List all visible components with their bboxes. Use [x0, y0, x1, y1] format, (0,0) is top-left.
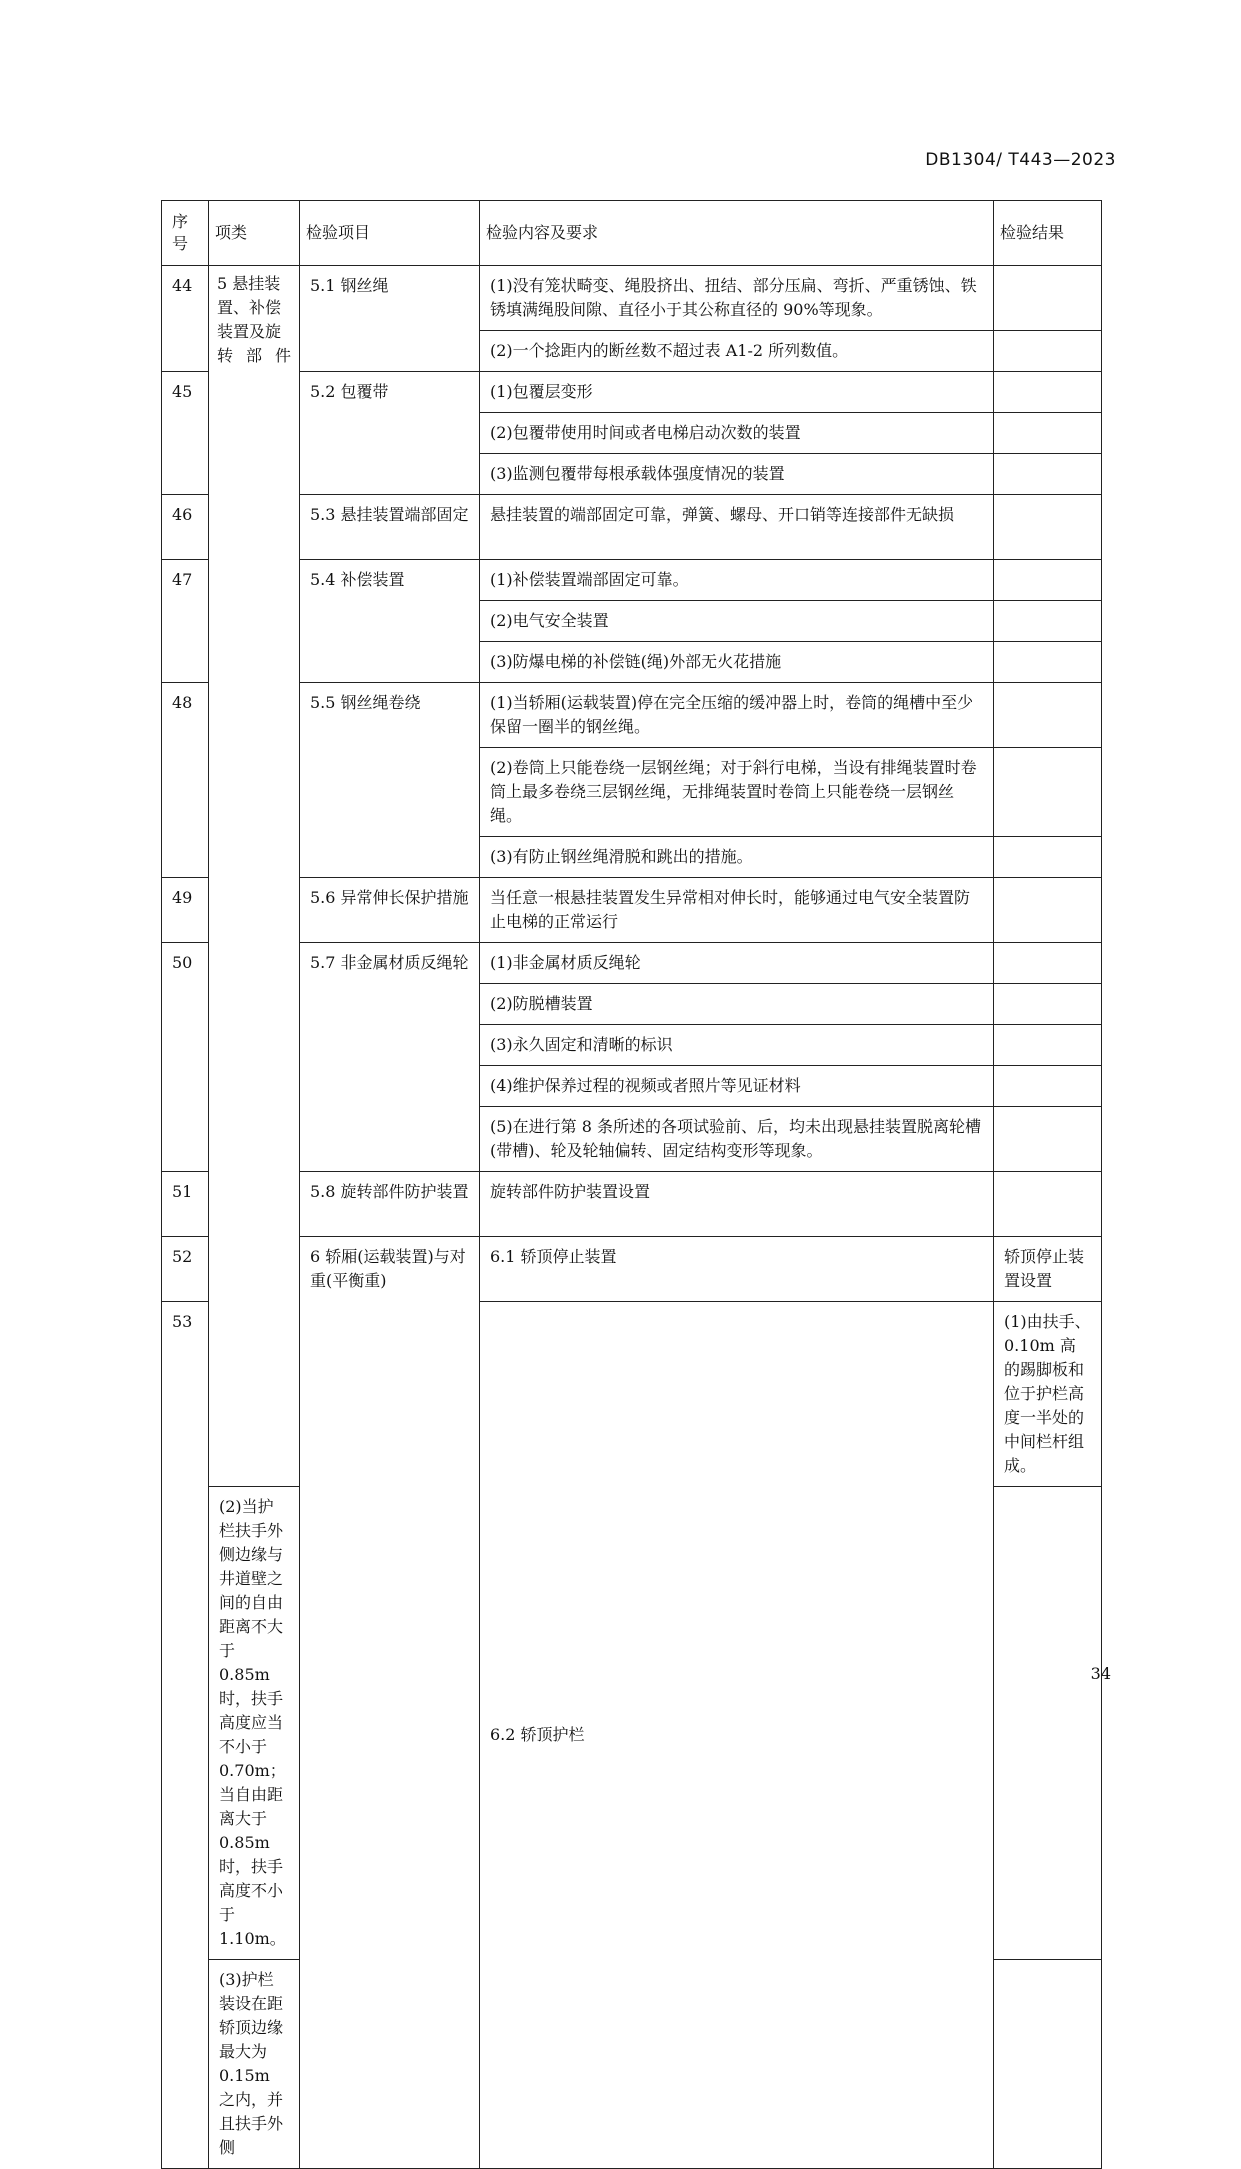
result-cell[interactable]	[994, 413, 1102, 454]
requirement-cell: (3)监测包覆带每根承载体强度情况的装置	[480, 454, 994, 495]
column-header-item: 检验项目	[300, 201, 480, 266]
result-cell[interactable]	[994, 331, 1102, 372]
result-cell[interactable]	[994, 748, 1102, 837]
document-code: DB1304/ T443—2023	[925, 150, 1116, 170]
result-cell[interactable]	[994, 1066, 1102, 1107]
row-seq: 45	[162, 372, 209, 495]
item-cell: 5.4 补偿装置	[300, 560, 480, 683]
requirement-cell: (3)护栏装设在距轿顶边缘最大为 0.15m 之内，并且扶手外侧	[209, 1960, 300, 2169]
table-row	[162, 560, 1102, 601]
row-seq: 49	[162, 878, 209, 943]
result-cell[interactable]	[994, 560, 1102, 601]
row-seq: 44	[162, 266, 209, 372]
column-header-seq: 序号	[162, 201, 209, 266]
requirement-cell: (3)有防止钢丝绳滑脱和跳出的措施。	[480, 837, 994, 878]
column-header-category: 项类	[209, 201, 300, 266]
result-cell[interactable]	[994, 495, 1102, 560]
item-cell: 5.3 悬挂装置端部固定	[300, 495, 480, 560]
item-cell: 6.1 轿顶停止装置	[480, 1237, 994, 1302]
requirement-cell: 悬挂装置的端部固定可靠，弹簧、螺母、开口销等连接部件无缺损	[480, 495, 994, 560]
requirement-cell: (3)永久固定和清晰的标识	[480, 1025, 994, 1066]
result-cell[interactable]	[994, 943, 1102, 984]
table-row	[162, 683, 1102, 748]
item-cell: 5.5 钢丝绳卷绕	[300, 683, 480, 878]
item-cell: 5.1 钢丝绳	[300, 266, 480, 372]
row-seq: 47	[162, 560, 209, 683]
table-row	[162, 266, 1102, 331]
requirement-cell: (1)由扶手、0.10m 高的踢脚板和位于护栏高度一半处的中间栏杆组成。	[994, 1302, 1102, 1487]
item-cell: 6.2 轿顶护栏	[480, 1302, 994, 2169]
result-cell[interactable]	[994, 1025, 1102, 1066]
table-row	[162, 495, 1102, 560]
requirement-cell: 旋转部件防护装置设置	[480, 1172, 994, 1237]
table-row	[162, 878, 1102, 943]
result-cell[interactable]	[994, 372, 1102, 413]
row-seq: 53	[162, 1302, 209, 2169]
requirement-cell: (2)一个捻距内的断丝数不超过表 A1-2 所列数值。	[480, 331, 994, 372]
result-cell[interactable]	[994, 683, 1102, 748]
row-seq: 48	[162, 683, 209, 878]
requirement-cell: (5)在进行第 8 条所述的各项试验前、后，均未出现悬挂装置脱离轮槽(带槽)、轮及轮轴偏转、固定结构变形等现象。	[480, 1107, 994, 1172]
table-row	[162, 372, 1102, 413]
item-cell: 5.7 非金属材质反绳轮	[300, 943, 480, 1172]
requirement-cell: (2)电气安全装置	[480, 601, 994, 642]
requirement-cell: 轿顶停止装置设置	[994, 1237, 1102, 1302]
table-row	[162, 1172, 1102, 1237]
requirement-cell: (1)没有笼状畸变、绳股挤出、扭结、部分压扁、弯折、严重锈蚀、铁锈填满绳股间隙、直径小于其公称直径的 90%等现象。	[480, 266, 994, 331]
requirement-cell: (2)包覆带使用时间或者电梯启动次数的装置	[480, 413, 994, 454]
requirement-cell: (1)非金属材质反绳轮	[480, 943, 994, 984]
row-seq: 51	[162, 1172, 209, 1237]
inspection-table	[161, 200, 1102, 2169]
result-cell[interactable]	[994, 601, 1102, 642]
column-header-requirements: 检验内容及要求	[480, 201, 994, 266]
result-cell[interactable]	[994, 1960, 1102, 2169]
result-cell[interactable]	[994, 837, 1102, 878]
item-cell: 5.2 包覆带	[300, 372, 480, 495]
result-cell[interactable]	[994, 984, 1102, 1025]
row-seq: 50	[162, 943, 209, 1172]
row-seq: 46	[162, 495, 209, 560]
requirement-cell: (2)防脱槽装置	[480, 984, 994, 1025]
table-header-row	[162, 201, 1102, 266]
requirement-cell: (2)卷筒上只能卷绕一层钢丝绳；对于斜行电梯，当设有排绳装置时卷筒上最多卷绕三层钢丝绳，无排绳装置时卷筒上只能卷绕一层钢丝绳。	[480, 748, 994, 837]
requirement-cell: (1)包覆层变形	[480, 372, 994, 413]
item-cell: 5.8 旋转部件防护装置	[300, 1172, 480, 1237]
requirement-cell: (1)当轿厢(运载装置)停在完全压缩的缓冲器上时，卷筒的绳槽中至少保留一圈半的钢丝绳。	[480, 683, 994, 748]
requirement-cell: (3)防爆电梯的补偿链(绳)外部无火花措施	[480, 642, 994, 683]
requirement-cell: (1)补偿装置端部固定可靠。	[480, 560, 994, 601]
table-row	[162, 943, 1102, 984]
category-cell: 6 轿厢(运载装置)与对重(平衡重)	[300, 1237, 480, 2169]
page-number: 34	[1090, 1664, 1111, 1683]
result-cell[interactable]	[994, 878, 1102, 943]
table-row	[162, 1237, 1102, 1302]
requirement-cell: 当任意一根悬挂装置发生异常相对伸长时，能够通过电气安全装置防止电梯的正常运行	[480, 878, 994, 943]
category-cell: 5 悬挂装置、补偿装置及旋转部件	[209, 266, 300, 1487]
result-cell[interactable]	[994, 1172, 1102, 1237]
column-header-result: 检验结果	[994, 201, 1102, 266]
result-cell[interactable]	[994, 266, 1102, 331]
requirement-cell: (2)当护栏扶手外侧边缘与井道壁之间的自由距离不大于 0.85m 时，扶手高度应当不小于 0.70m；当自由距离大于 0.85m 时，扶手高度不小于 1.10m。	[209, 1487, 300, 1960]
result-cell[interactable]	[994, 642, 1102, 683]
row-seq: 52	[162, 1237, 209, 1302]
requirement-cell: (4)维护保养过程的视频或者照片等见证材料	[480, 1066, 994, 1107]
item-cell: 5.6 异常伸长保护措施	[300, 878, 480, 943]
result-cell[interactable]	[994, 1487, 1102, 1960]
result-cell[interactable]	[994, 1107, 1102, 1172]
result-cell[interactable]	[994, 454, 1102, 495]
